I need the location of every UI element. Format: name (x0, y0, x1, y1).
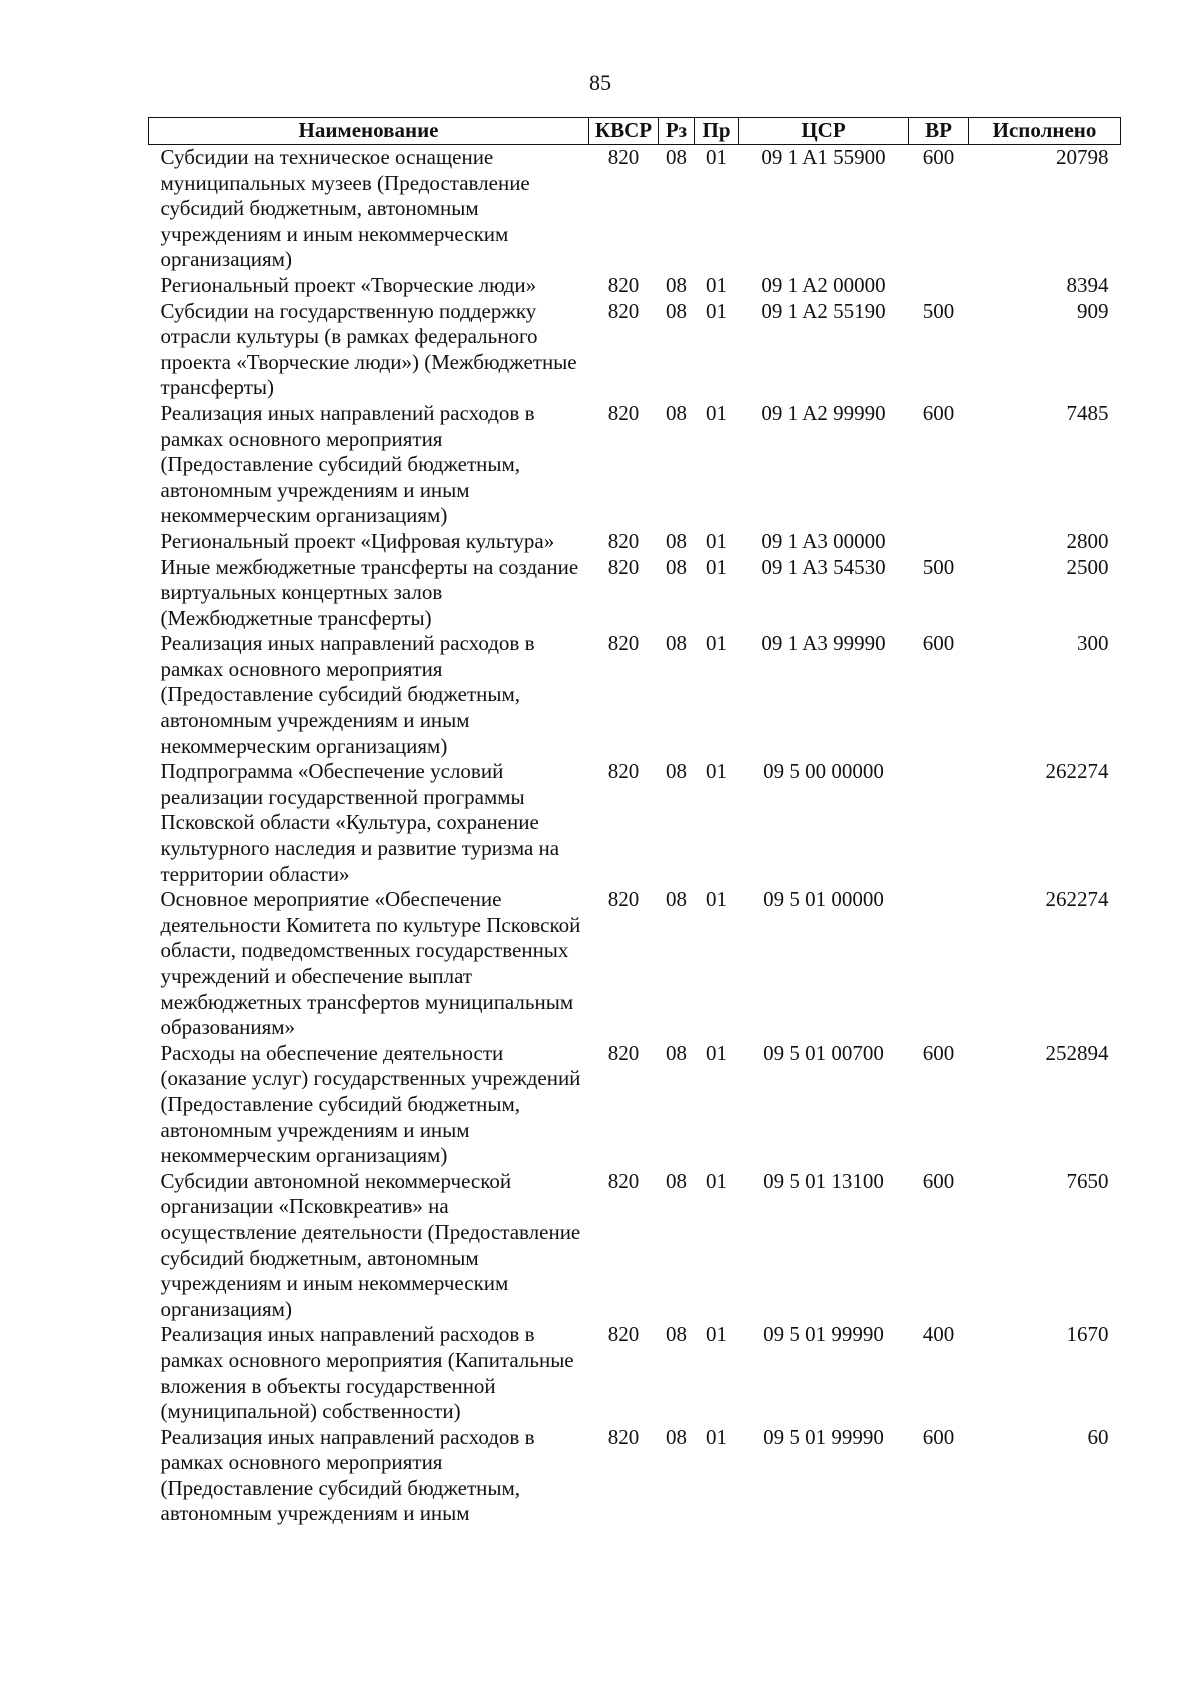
row-kvsr: 820 (607, 1424, 640, 1449)
row-vr (909, 887, 969, 1041)
row-csr: 09 1 A2 99990 (761, 400, 886, 425)
row-vr: 600 (922, 1168, 955, 1193)
header-pr: Пр (695, 118, 739, 145)
table-body (149, 145, 1121, 1528)
row-amount: 60 (1087, 1424, 1109, 1449)
row-csr: 09 1 A2 00000 (761, 272, 886, 297)
row-name: Региональный проект «Творческие люди» (160, 272, 537, 297)
row-csr: 09 5 01 00000 (763, 887, 884, 912)
row-csr: 09 5 01 00700 (763, 1040, 884, 1065)
row-amount: 1670 (1066, 1322, 1109, 1347)
header-vr: ВР (909, 118, 969, 145)
table-row (149, 299, 1121, 401)
row-rz: 08 (666, 1168, 687, 1193)
row-name: Реализация иных направлений расходов в рамках основного мероприятия (Капитальные вложения в объекты государственной (муниципальной) собственности) (160, 1322, 574, 1424)
row-name: Региональный проект «Цифровая культура» (160, 528, 555, 553)
row-csr: 09 5 00 00000 (763, 759, 884, 784)
row-rz: 08 (666, 1424, 687, 1449)
table-row (149, 401, 1121, 529)
row-vr: 600 (922, 631, 955, 656)
row-vr: 500 (922, 298, 955, 323)
row-name: Субсидии автономной некоммерческой организации «Псковкреатив» на осуществление деятельности (Предоставление субсидий бюджетным, автономным учреждениям и иным некоммерческим организациям) (160, 1168, 581, 1321)
row-amount: 20798 (1056, 145, 1109, 169)
row-amount: 7650 (1066, 1168, 1109, 1193)
row-vr: 600 (922, 1040, 955, 1065)
row-rz: 08 (666, 400, 687, 425)
row-vr (909, 529, 969, 555)
row-amount: 2500 (1066, 554, 1109, 579)
page-number: 85 (589, 70, 611, 95)
row-pr: 01 (706, 1322, 727, 1347)
row-rz: 08 (666, 887, 687, 912)
row-name: Субсидии на техническое оснащение муниципальных музеев (Предоставление субсидий бюджетным, автономным учреждениям и иным некоммерческим организациям) (160, 145, 530, 272)
row-amount: 252894 (1045, 1040, 1109, 1065)
row-kvsr: 820 (607, 298, 640, 323)
row-amount: 7485 (1066, 400, 1109, 425)
header-rz: Рз (659, 118, 695, 145)
table-row (149, 1425, 1121, 1527)
row-rz: 08 (666, 1322, 687, 1347)
row-csr: 09 1 A3 54530 (761, 554, 886, 579)
row-name: Реализация иных направлений расходов в рамках основного мероприятия (Предоставление субсидий бюджетным, автономным учреждениям и иным некоммерческим организациям) (160, 400, 535, 528)
row-kvsr: 820 (607, 1168, 640, 1193)
row-name: Подпрограмма «Обеспечение условий реализации государственной программы Псковской области «Культура, сохранение культурного наследия и развитие туризма на территории области» (160, 759, 560, 886)
row-amount: 8394 (1066, 272, 1109, 297)
row-vr: 600 (922, 145, 955, 169)
row-pr: 01 (706, 528, 727, 553)
row-name: Иные межбюджетные трансферты на создание виртуальных концертных залов (Межбюджетные трансферты) (160, 554, 579, 630)
header-name: Наименование (149, 118, 589, 145)
row-rz: 08 (666, 298, 687, 323)
row-rz: 08 (666, 145, 687, 169)
row-pr: 01 (706, 400, 727, 425)
row-rz: 08 (666, 1040, 687, 1065)
row-rz: 08 (666, 272, 687, 297)
table-row (149, 1169, 1121, 1323)
header-csr: ЦСР (739, 118, 909, 145)
row-amount: 909 (1077, 298, 1109, 323)
row-kvsr: 820 (607, 887, 640, 912)
row-csr: 09 1 A2 55190 (761, 298, 886, 323)
row-kvsr: 820 (607, 400, 640, 425)
row-kvsr: 820 (607, 145, 640, 169)
row-csr: 09 5 01 13100 (763, 1168, 884, 1193)
table-row (149, 759, 1121, 887)
table-row (149, 555, 1121, 632)
row-amount: 300 (1077, 631, 1109, 656)
row-pr: 01 (706, 298, 727, 323)
row-pr: 01 (706, 759, 727, 784)
budget-table (148, 117, 1121, 1527)
row-rz: 08 (666, 528, 687, 553)
table-row (149, 1041, 1121, 1169)
row-name: Расходы на обеспечение деятельности (оказание услуг) государственных учреждений (Предоставление субсидий бюджетным, автономным учреждениям и иным некоммерческим организациям) (160, 1040, 581, 1168)
row-csr: 09 1 A1 55900 (761, 145, 886, 169)
row-rz: 08 (666, 631, 687, 656)
table-row (149, 887, 1121, 1041)
row-kvsr: 820 (607, 272, 640, 297)
table-row (149, 631, 1121, 759)
row-pr: 01 (706, 145, 727, 169)
header-kvsr: КВСР (589, 118, 659, 145)
row-csr: 09 1 A3 00000 (761, 528, 886, 553)
row-kvsr: 820 (607, 528, 640, 553)
row-rz: 08 (666, 554, 687, 579)
row-pr: 01 (706, 272, 727, 297)
table-row (149, 1322, 1121, 1424)
row-name: Субсидии на государственную поддержку отрасли культуры (в рамках федерального проекта «Творческие люди») (Межбюджетные трансферты) (160, 298, 577, 400)
row-pr: 01 (706, 631, 727, 656)
row-csr: 09 1 A3 99990 (761, 631, 886, 656)
row-name: Реализация иных направлений расходов в рамках основного мероприятия (Предоставление субсидий бюджетным, автономным учреждениям и иным некоммерческим организациям) (160, 631, 535, 758)
row-csr: 09 5 01 99990 (763, 1424, 884, 1449)
row-vr: 600 (922, 1424, 955, 1449)
row-pr: 01 (706, 1424, 727, 1449)
row-pr: 01 (706, 887, 727, 912)
row-pr: 01 (706, 1168, 727, 1193)
table-row (149, 145, 1121, 273)
row-name: Реализация иных направлений расходов в рамках основного мероприятия (Предоставление субсидий бюджетным, автономным учреждениям и иным (160, 1424, 535, 1526)
table-header (149, 118, 1121, 145)
row-pr: 01 (706, 1040, 727, 1065)
table-row (149, 273, 1121, 299)
header-amount: Исполнено (969, 118, 1121, 145)
row-pr: 01 (706, 554, 727, 579)
row-amount: 262274 (1045, 759, 1109, 784)
table-row (149, 529, 1121, 555)
row-vr (909, 759, 969, 887)
row-vr: 400 (922, 1322, 955, 1347)
row-kvsr: 820 (607, 1322, 640, 1347)
row-kvsr: 820 (607, 759, 640, 784)
row-vr: 500 (922, 554, 955, 579)
row-kvsr: 820 (607, 554, 640, 579)
row-vr (909, 273, 969, 299)
row-kvsr: 820 (607, 631, 640, 656)
row-rz: 08 (666, 759, 687, 784)
row-kvsr: 820 (607, 1040, 640, 1065)
row-name: Основное мероприятие «Обеспечение деятельности Комитета по культуре Псковской области, подведомственных государственных учреждений и обеспечение выплат межбюджетных трансфертов муниципальным образованиям» (160, 887, 581, 1040)
row-amount: 262274 (1045, 887, 1109, 912)
row-vr: 600 (922, 400, 955, 425)
row-csr: 09 5 01 99990 (763, 1322, 884, 1347)
row-amount: 2800 (1066, 528, 1109, 553)
